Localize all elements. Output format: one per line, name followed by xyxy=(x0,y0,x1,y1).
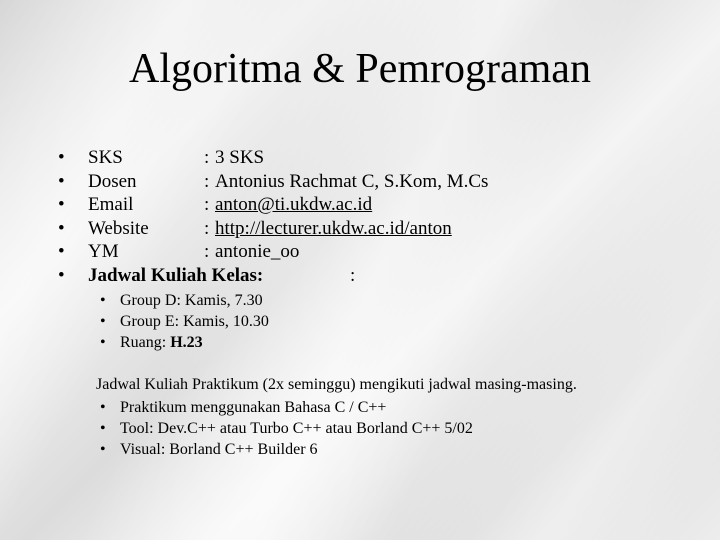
info-label-jadwal: Jadwal Kuliah Kelas: xyxy=(88,264,264,286)
practicum-item-tool: Tool: Dev.C++ atau Turbo C++ atau Borland C++ 5/02 xyxy=(120,420,473,437)
info-separator: : xyxy=(204,147,210,168)
practicum-intro: Jadwal Kuliah Praktikum (2x seminggu) mengikuti jadwal masing-masing. xyxy=(96,376,577,393)
email-link[interactable]: anton@ti.ukdw.ac.id xyxy=(215,194,373,215)
bullet-icon: • xyxy=(100,313,106,330)
info-label-email: Email xyxy=(88,194,134,215)
bullet-icon: • xyxy=(58,170,65,192)
info-label-dosen: Dosen xyxy=(88,170,137,192)
info-separator: : xyxy=(204,241,210,262)
bullet-icon: • xyxy=(100,420,106,437)
bullet-icon: • xyxy=(100,292,106,309)
info-separator: : xyxy=(204,170,210,192)
practicum-item-visual: Visual: Borland C++ Builder 6 xyxy=(120,441,318,458)
bullet-icon: • xyxy=(58,147,65,168)
info-separator: : xyxy=(204,217,210,239)
bullet-icon: • xyxy=(100,441,106,458)
practicum-item-language: Praktikum menggunakan Bahasa C / C++ xyxy=(120,399,387,416)
bullet-icon: • xyxy=(58,241,65,262)
bullet-icon: • xyxy=(58,264,65,286)
bullet-icon: • xyxy=(58,217,65,239)
room-prefix: Ruang: xyxy=(120,334,171,351)
bullet-icon: • xyxy=(100,399,106,416)
info-value-dosen: Antonius Rachmat C, S.Kom, M.Cs xyxy=(215,170,489,192)
schedule-item-group-d: Group D: Kamis, 7.30 xyxy=(120,292,263,309)
info-value-ym: antonie_oo xyxy=(215,241,300,262)
schedule-item-room xyxy=(120,332,203,353)
website-link[interactable]: http://lecturer.ukdw.ac.id/anton xyxy=(215,217,452,239)
info-separator: : xyxy=(204,194,210,215)
info-value-sks: 3 SKS xyxy=(215,147,265,168)
info-label-sks: SKS xyxy=(88,147,123,168)
bullet-icon: • xyxy=(58,194,65,215)
bullet-icon: • xyxy=(100,334,106,351)
info-label-ym: YM xyxy=(88,241,119,262)
schedule-item-group-e: Group E: Kamis, 10.30 xyxy=(120,313,269,330)
slide-title: Algoritma & Pemrograman xyxy=(129,46,591,92)
info-value-jadwal: : xyxy=(350,264,356,286)
room-value: H.23 xyxy=(170,334,203,351)
info-label-website: Website xyxy=(88,217,149,239)
